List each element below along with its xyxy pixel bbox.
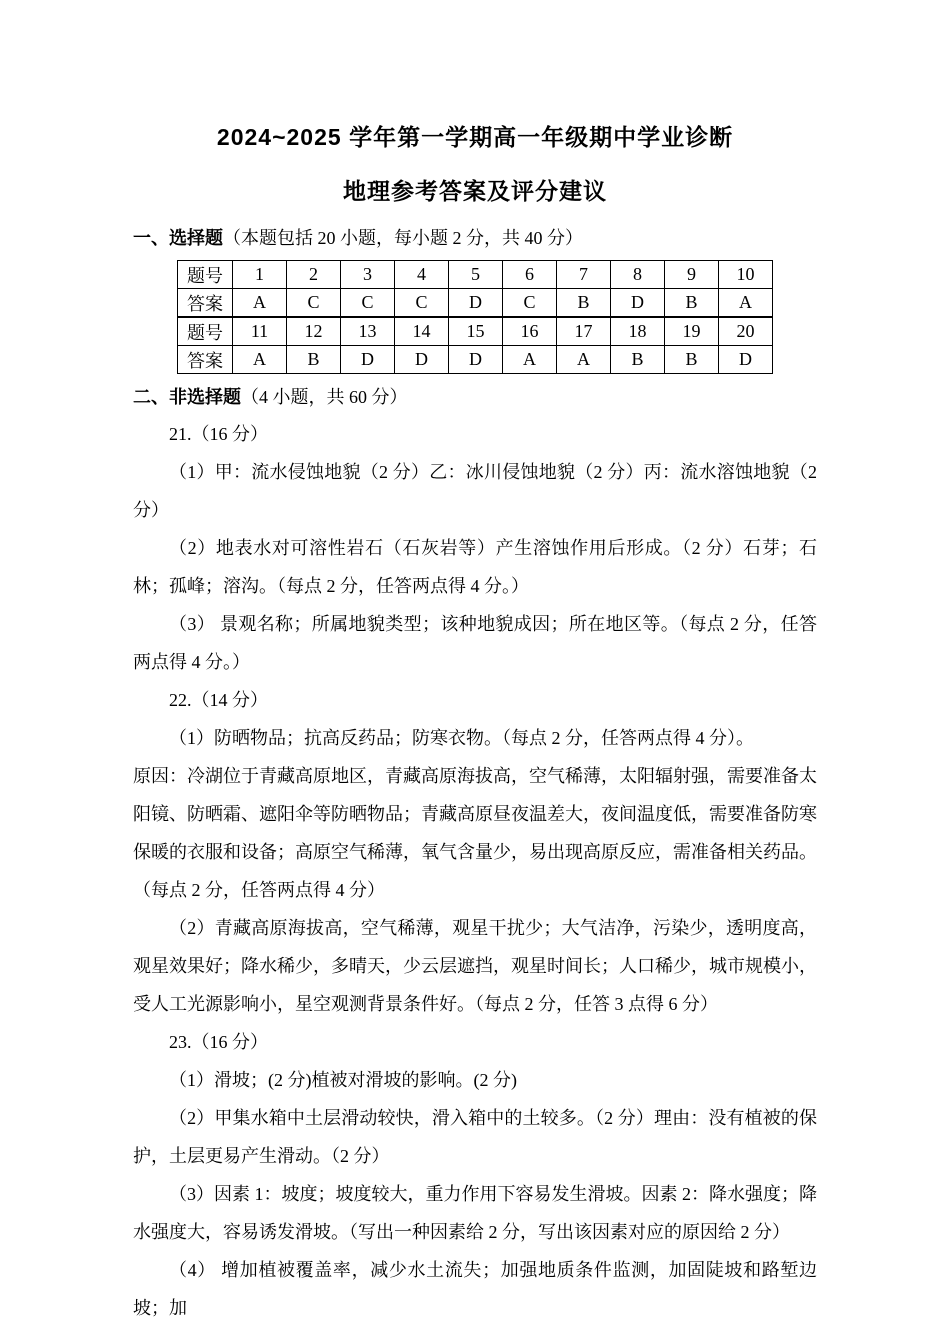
answer-paragraph: （2）青藏高原海拔高，空气稀薄，观星干扰少；大气洁净，污染少，透明度高，观星效果好；降水稀少，多晴天，少云层遮挡，观星时间长；人口稀少，城市规模小，受人工光源影响小，星空观测背景条件好。（每点 2 分，任答 3 点得 6 分） [133,918,817,1014]
answer-paragraph: （1）甲：流水侵蚀地貌（2 分）乙：冰川侵蚀地貌（2 分）丙：流水溶蚀地貌（2 分） [133,462,817,520]
answer-paragraph: （2）甲集水箱中土层滑动较快，滑入箱中的土较多。（2 分）理由：没有植被的保护，土层更易产生滑动。（2 分） [133,1108,817,1166]
table-row [178,289,773,318]
answer-cell: 3 [341,261,395,289]
section2-label: 二、非选择题 [133,387,241,407]
answer-cell: B [557,289,611,318]
answer-paragraph: （2）地表水对可溶性岩石（石灰岩等）产生溶蚀作用后形成。（2 分）石芽；石林；孤峰；溶沟。（每点 2 分，任答两点得 4 分。） [133,538,817,596]
answer-cell: 20 [719,317,773,346]
answer-cell: 9 [665,261,719,289]
answer-paragraph: 原因：冷湖位于青藏高原地区，青藏高原海拔高，空气稀薄，太阳辐射强，需要准备太阳镜、防晒霜、遮阳伞等防晒物品；青藏高原昼夜温差大，夜间温度低，需要准备防寒保暖的衣服和设备；高原空气稀薄，氧气含量少，易出现高原反应，需准备相关药品。（每点 2 分，任答两点得 4 分） [133,766,817,900]
answer-cell: C [287,289,341,318]
answer-cell: C [341,289,395,318]
answer-paragraphs [133,415,817,1327]
answer-paragraph: （3） 景观名称；所属地貌类型；该种地貌成因；所在地区等。（每点 2 分，任答两点得 4 分。） [133,614,817,672]
answer-cell: D [341,346,395,374]
section2-note: （4 小题，共 60 分） [241,387,408,407]
answer-paragraph: 21.（16 分） [169,424,268,444]
answer-cell: 8 [611,261,665,289]
document-title: 2024~2025 学年第一学期高一年级期中学业诊断 [216,124,734,150]
document-subtitle: 地理参考答案及评分建议 [343,178,607,204]
answer-cell: 12 [287,317,341,346]
answer-cell: 5 [449,261,503,289]
answer-cell: A [233,346,287,374]
answer-cell: D [611,289,665,318]
answer-cell: 16 [503,317,557,346]
answer-cell: A [557,346,611,374]
answer-cell: A [233,289,287,318]
answer-cell: 2 [287,261,341,289]
answer-cell: B [611,346,665,374]
answer-cell: 19 [665,317,719,346]
table-row [178,317,773,346]
section1-note: （本题包括 20 小题，每小题 2 分，共 40 分） [223,228,583,248]
answer-paragraph: （4） 增加植被覆盖率，减少水土流失；加强地质条件监测，加固陡坡和路堑边坡；加 [133,1260,817,1318]
answer-cell: B [665,289,719,318]
answer-cell: B [287,346,341,374]
table-row [178,261,773,289]
answer-cell: 15 [449,317,503,346]
answer-key-table [177,260,773,374]
answer-cell: D [719,346,773,374]
answer-paragraph: （3）因素 1：坡度；坡度较大，重力作用下容易发生滑坡。因素 2：降水强度；降水强度大，容易诱发滑坡。（写出一种因素给 2 分，写出该因素对应的原因给 2 分） [133,1184,817,1242]
answer-cell: 7 [557,261,611,289]
answer-paragraph: （1）滑坡；(2 分)植被对滑坡的影响。(2 分) [169,1070,517,1090]
answer-paragraph: （1）防晒物品；抗高反药品；防寒衣物。（每点 2 分，任答两点得 4 分）。 [169,728,754,748]
answer-cell: D [449,289,503,318]
answer-cell: D [395,346,449,374]
answer-cell: 1 [233,261,287,289]
section2-heading [133,382,817,412]
table-row [178,346,773,374]
answer-paragraph: 23.（16 分） [169,1032,268,1052]
answer-paragraph: 22.（14 分） [169,690,268,710]
answer-cell: 11 [233,317,287,346]
answer-cell: 6 [503,261,557,289]
answer-cell: C [503,289,557,318]
row-header-cell: 答案 [178,346,233,374]
section1-label: 一、选择题 [133,228,223,248]
answer-cell: D [449,346,503,374]
answer-cell: 13 [341,317,395,346]
section1-heading [133,223,817,253]
answer-cell: 17 [557,317,611,346]
row-header-cell: 题号 [178,261,233,289]
answer-cell: A [503,346,557,374]
answer-cell: C [395,289,449,318]
row-header-cell: 题号 [178,317,233,346]
answer-cell: 4 [395,261,449,289]
row-header-cell: 答案 [178,289,233,318]
answer-cell: 18 [611,317,665,346]
answer-cell: 10 [719,261,773,289]
answer-cell: B [665,346,719,374]
answer-cell: 14 [395,317,449,346]
answer-cell: A [719,289,773,318]
